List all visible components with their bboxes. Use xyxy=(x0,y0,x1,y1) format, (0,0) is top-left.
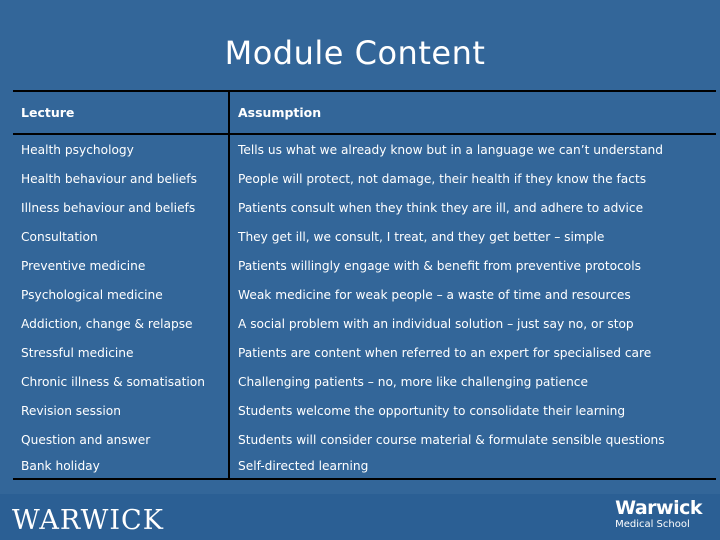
table-row xyxy=(13,134,716,164)
assumption-cell: Students welcome the opportunity to consolidate their learning xyxy=(238,403,626,418)
table-row xyxy=(13,454,716,479)
table-row xyxy=(13,280,716,309)
table-row xyxy=(13,193,716,222)
lecture-cell: Health psychology xyxy=(13,134,229,164)
assumption-cell: Patients willingly engage with & benefit from preventive protocols xyxy=(238,258,641,273)
lecture-cell: Health behaviour and beliefs xyxy=(13,164,229,193)
header-assumption: Assumption xyxy=(229,91,716,134)
assumption-cell: Patients are content when referred to an expert for specialised care xyxy=(238,345,652,360)
lecture-cell: Illness behaviour and beliefs xyxy=(13,193,229,222)
header-lecture: Lecture xyxy=(13,91,229,134)
lecture-cell: Bank holiday xyxy=(13,454,229,479)
assumption-cell: People will protect, not damage, their health if they know the facts xyxy=(238,171,647,186)
assumption-cell: A social problem with an individual solution – just say no, or stop xyxy=(238,316,634,331)
slide-title: Module Content xyxy=(224,34,486,72)
medical-school-logo-main: Warwick xyxy=(615,497,702,519)
module-content-table xyxy=(13,90,716,480)
table-row xyxy=(13,251,716,280)
lecture-cell: Revision session xyxy=(13,396,229,425)
table-row xyxy=(13,309,716,338)
lecture-cell: Addiction, change & relapse xyxy=(13,309,229,338)
table-row xyxy=(13,396,716,425)
assumption-cell: Self-directed learning xyxy=(229,454,716,479)
table-row xyxy=(13,164,716,193)
lecture-cell: Chronic illness & somatisation xyxy=(13,367,229,396)
warwick-medical-school-logo xyxy=(615,499,702,530)
lecture-cell: Preventive medicine xyxy=(13,251,229,280)
warwick-logo: WARWICK xyxy=(12,505,164,536)
table-row xyxy=(13,425,716,454)
assumption-cell: Tells us what we already know but in a language we can’t understand xyxy=(238,142,664,157)
medical-school-logo-sub: Medical School xyxy=(615,519,690,530)
lecture-cell: Question and answer xyxy=(13,425,229,454)
table-header-row xyxy=(13,91,716,134)
assumption-cell: They get ill, we consult, I treat, and they get better – simple xyxy=(238,229,605,244)
assumption-cell: Challenging patients – no, more like challenging patience xyxy=(238,374,588,389)
lecture-cell: Psychological medicine xyxy=(13,280,229,309)
lecture-cell: Stressful medicine xyxy=(13,338,229,367)
assumption-cell: Students will consider course material & formulate sensible questions xyxy=(238,432,665,447)
lecture-cell: Consultation xyxy=(13,222,229,251)
table-row xyxy=(13,338,716,367)
assumption-cell: Weak medicine for weak people – a waste of time and resources xyxy=(238,287,631,302)
assumption-cell: Patients consult when they think they are ill, and adhere to advice xyxy=(238,200,644,215)
table-row xyxy=(13,222,716,251)
table-row xyxy=(13,367,716,396)
